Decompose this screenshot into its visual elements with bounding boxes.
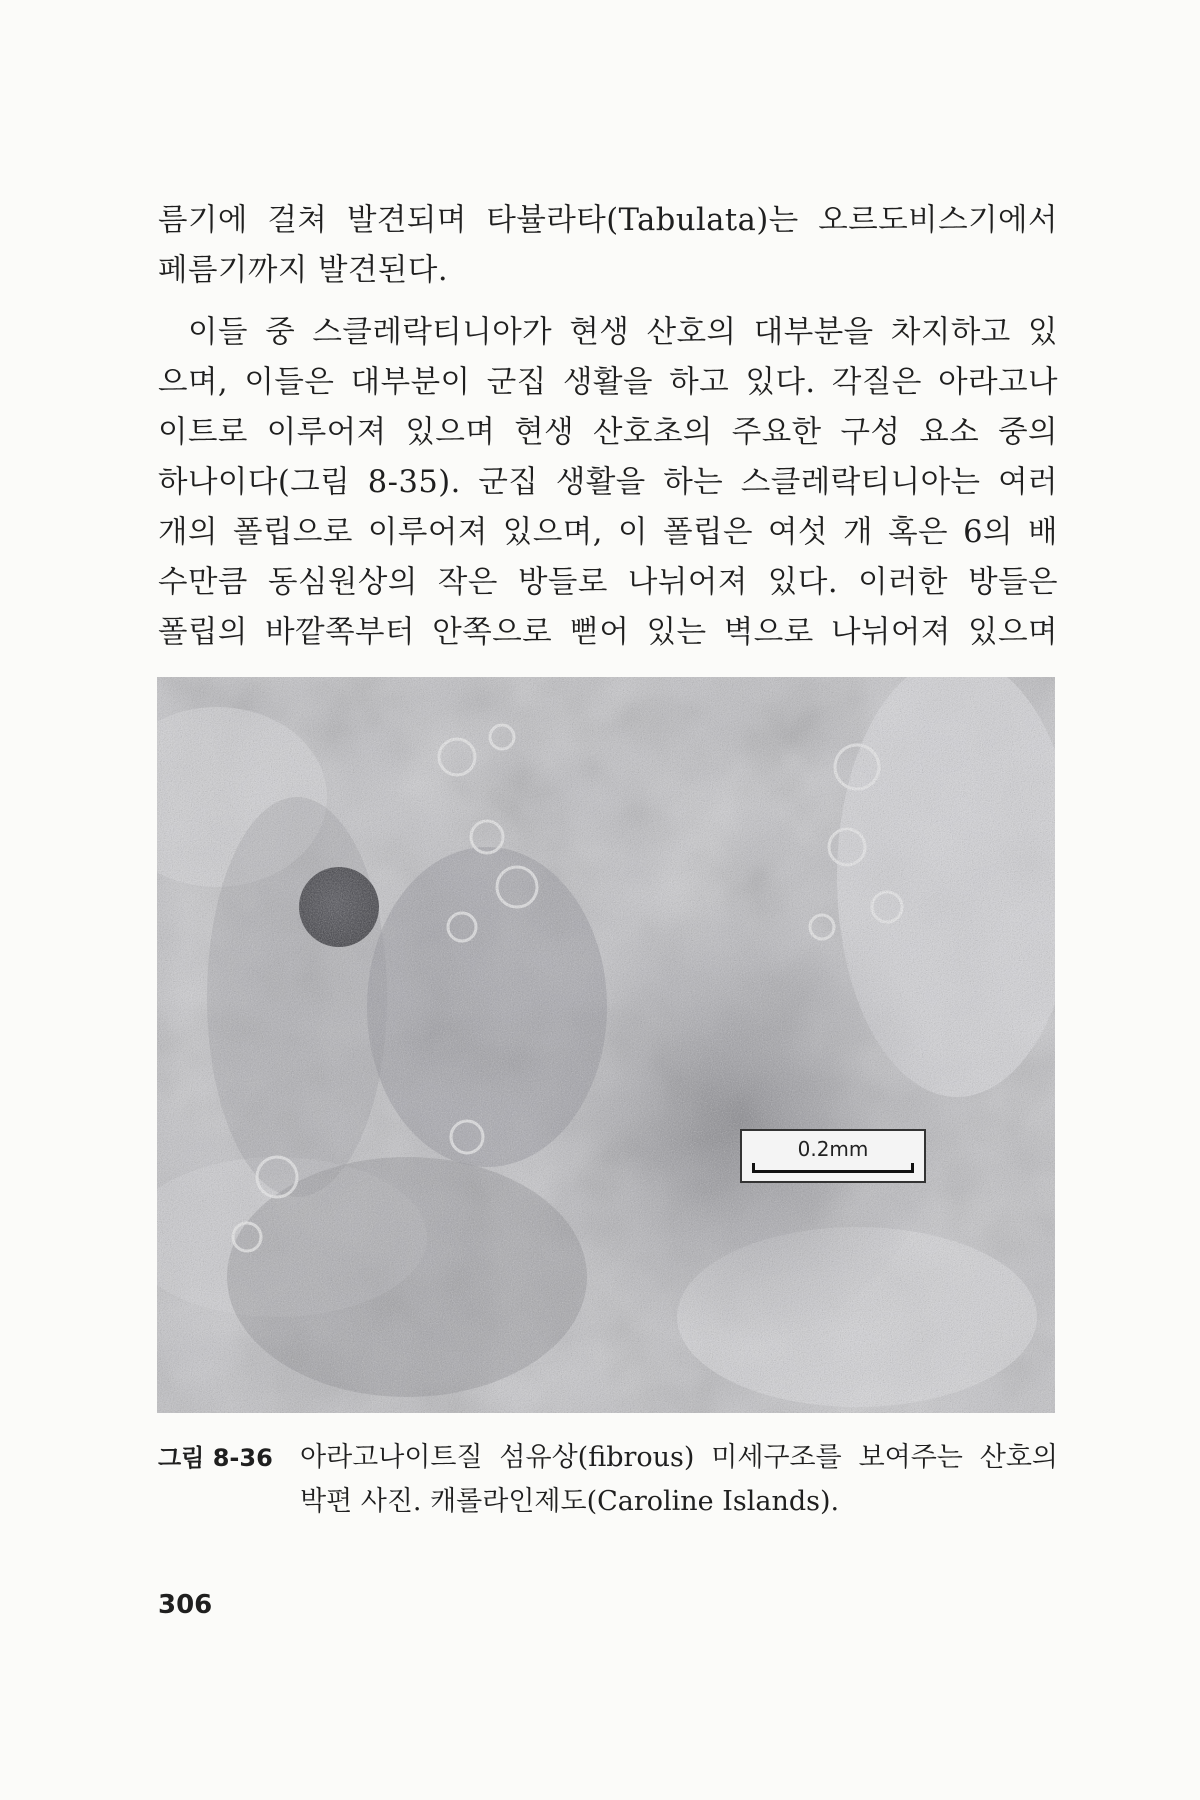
caption-label: 그림 8-36	[158, 1444, 273, 1472]
body-line: 이트로 이루어져 있으며 현생 산호초의 주요한 구성 요소 중의	[158, 415, 1058, 450]
micrograph-image	[157, 677, 1055, 1413]
body-line: 수만큼 동심원상의 작은 방들로 나뉘어져 있다. 이러한 방들은	[158, 565, 1058, 600]
scale-bar	[740, 1129, 926, 1183]
micrograph-figure	[157, 677, 1055, 1413]
body-line: 름기에 걸쳐 발견되며 타뷸라타(Tabulata)는 오르도비스기에서	[158, 203, 1058, 238]
page-number: 306	[158, 1590, 213, 1620]
caption-line: 박편 사진. 캐롤라인제도(Caroline Islands).	[300, 1486, 840, 1517]
caption-text	[300, 1436, 1058, 1524]
scale-bar-label: 0.2mm	[797, 1137, 869, 1161]
body-line: 개의 폴립으로 이루어져 있으며, 이 폴립은 여섯 개 혹은 6의 배	[158, 515, 1058, 550]
caption-line: 아라고나이트질 섬유상(fibrous) 미세구조를 보여주는 산호의	[300, 1442, 1058, 1473]
body-line: 으며, 이들은 대부분이 군집 생활을 하고 있다. 각질은 아라고나	[158, 365, 1058, 400]
body-line: 하나이다(그림 8-35). 군집 생활을 하는 스클레락티니아는 여러	[158, 465, 1058, 500]
figure-caption	[158, 1436, 1058, 1524]
body-line: 이들 중 스클레락티니아가 현생 산호의 대부분을 차지하고 있	[188, 315, 1058, 350]
body-text	[158, 196, 1058, 658]
body-line: 페름기까지 발견된다.	[158, 253, 449, 288]
body-line: 폴립의 바깥쪽부터 안쪽으로 뻗어 있는 벽으로 나뉘어져 있으며	[158, 615, 1058, 650]
scale-bar-line	[752, 1170, 914, 1173]
